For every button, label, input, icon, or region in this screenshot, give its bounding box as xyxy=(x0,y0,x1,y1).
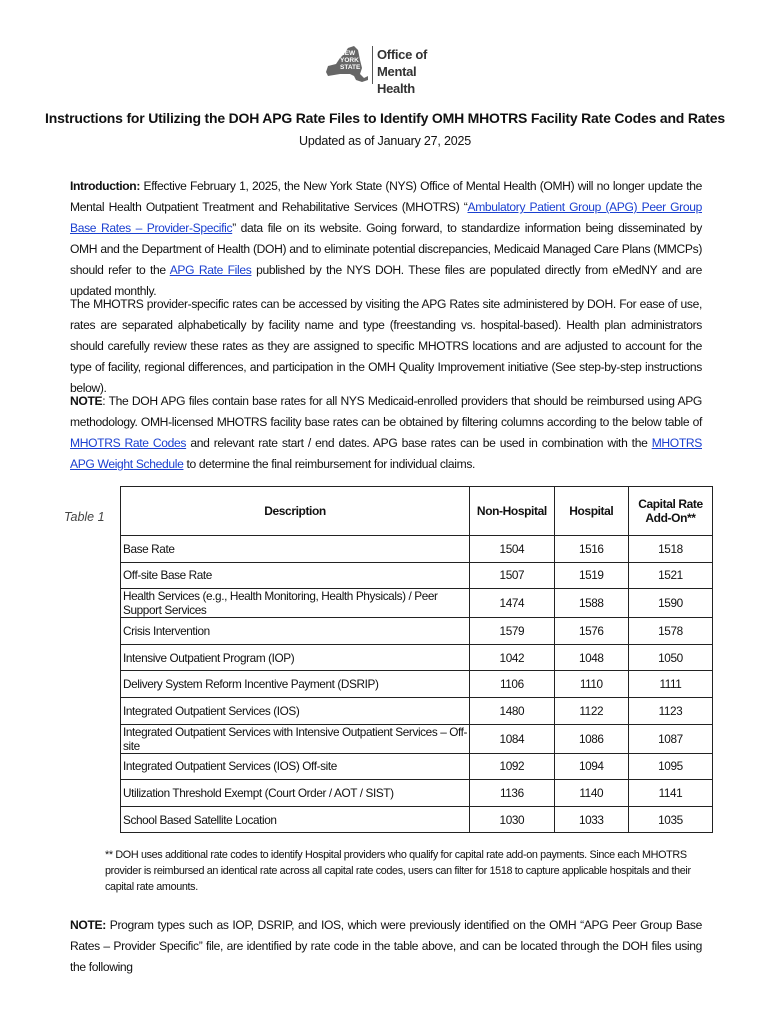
cell-non-hospital: 1042 xyxy=(470,644,555,671)
cell-hospital: 1048 xyxy=(554,644,628,671)
cell-capital-rate: 1035 xyxy=(628,806,712,833)
cell-non-hospital: 1106 xyxy=(470,671,555,698)
cell-non-hospital: 1092 xyxy=(470,753,555,780)
rates-access-paragraph: The MHOTRS provider-specific rates can be accessed by visiting the APG Rates site administered by DOH. For ease of use, rates are separated alphabetically by facility name and type (freestanding vs. hospital-based). Health plan administrators should carefully review these rates as they are assigned to specific MHOTRS locations and are adjusted to account for the type of facility, regional differences, and participation in the OMH Quality Improvement initiative (See step-by-step instructions below). xyxy=(70,297,702,395)
cell-non-hospital: 1030 xyxy=(470,806,555,833)
table-row xyxy=(121,780,713,807)
table-body xyxy=(121,536,713,833)
cell-description: School Based Satellite Location xyxy=(121,806,470,833)
document-title: Instructions for Utilizing the DOH APG Rate Files to Identify OMH MHOTRS Facility Rate Codes and Rates xyxy=(45,110,725,126)
note-label: NOTE xyxy=(70,394,103,408)
table-row xyxy=(121,644,713,671)
header-capital-rate: Capital Rate Add-On** xyxy=(628,487,712,536)
table-row xyxy=(121,724,713,753)
cell-hospital: 1122 xyxy=(554,697,628,724)
cell-hospital: 1110 xyxy=(554,671,628,698)
table-label: Table 1 xyxy=(64,510,105,524)
table-header-row xyxy=(121,487,713,536)
cell-description: Integrated Outpatient Services with Intensive Outpatient Services – Off-site xyxy=(121,724,470,753)
document-updated-date: Updated as of January 27, 2025 xyxy=(299,134,471,148)
note-text-2: and relevant rate start / end dates. APG base rates can be used in combination with the xyxy=(186,436,652,450)
cell-non-hospital: 1480 xyxy=(470,697,555,724)
cell-description: Intensive Outpatient Program (IOP) xyxy=(121,644,470,671)
mhotrs-rate-codes-link[interactable]: MHOTRS Rate Codes xyxy=(70,436,187,450)
cell-capital-rate: 1518 xyxy=(628,536,712,563)
apg-peer-group-link[interactable]: Ambulatory Patient Group (APG) Peer Group Base Rates – Provider-Specific xyxy=(70,200,702,235)
cell-hospital: 1519 xyxy=(554,562,628,589)
cell-description: Health Services (e.g., Health Monitoring, Health Physicals) / Peer Support Services xyxy=(121,589,470,618)
note-text-3: to determine the final reimbursement for individual claims. xyxy=(183,457,476,471)
cell-capital-rate: 1050 xyxy=(628,644,712,671)
mhotrs-apg-weight-schedule-link[interactable]: MHOTRS APG Weight Schedule xyxy=(70,436,702,471)
note-program-types-paragraph xyxy=(70,915,702,978)
cell-non-hospital: 1136 xyxy=(470,780,555,807)
omh-logo xyxy=(322,40,452,96)
cell-non-hospital: 1507 xyxy=(470,562,555,589)
header-description: Description xyxy=(121,487,470,536)
logo-state-text: NEW YORK STATE xyxy=(340,50,361,71)
cell-capital-rate: 1087 xyxy=(628,724,712,753)
table-row xyxy=(121,671,713,698)
cell-capital-rate: 1095 xyxy=(628,753,712,780)
table-row xyxy=(121,806,713,833)
header-hospital: Hospital xyxy=(554,487,628,536)
cell-capital-rate: 1590 xyxy=(628,589,712,618)
cell-capital-rate: 1521 xyxy=(628,562,712,589)
cell-description: Crisis Intervention xyxy=(121,618,470,645)
cell-hospital: 1588 xyxy=(554,589,628,618)
cell-hospital: 1140 xyxy=(554,780,628,807)
cell-hospital: 1033 xyxy=(554,806,628,833)
cell-capital-rate: 1123 xyxy=(628,697,712,724)
cell-hospital: 1516 xyxy=(554,536,628,563)
table-row xyxy=(121,589,713,618)
note-paragraph xyxy=(70,391,702,475)
table-row xyxy=(121,562,713,589)
intro-label: Introduction: xyxy=(70,179,141,193)
table-row xyxy=(121,536,713,563)
note2-label: NOTE: xyxy=(70,918,106,932)
cell-non-hospital: 1084 xyxy=(470,724,555,753)
logo-line2: Mental Health xyxy=(377,64,417,96)
intro-text-2: ” data file on its website. Going forward, to standardize information being disseminated by OMH and the Department of Health (DOH) and to eliminate potential discrepancies, Medicaid Managed Care Plans (MMCPs) should refer to the xyxy=(70,221,702,277)
table-footnote: ** DOH uses additional rate codes to identify Hospital providers who qualify for capital rate add-on payments. Since each MHOTRS provider is reimbursed an identical rate across all capital rate codes, users can filter for 1518 to capture applicable hospitals and their capital rate amounts. xyxy=(105,849,691,893)
cell-non-hospital: 1579 xyxy=(470,618,555,645)
cell-description: Base Rate xyxy=(121,536,470,563)
cell-description: Integrated Outpatient Services (IOS) xyxy=(121,697,470,724)
cell-capital-rate: 1111 xyxy=(628,671,712,698)
cell-description: Utilization Threshold Exempt (Court Order / AOT / SIST) xyxy=(121,780,470,807)
logo-divider xyxy=(372,46,373,84)
intro-text-3: published by the NYS DOH. These files are populated directly from eMedNY and are updated monthly. xyxy=(70,263,702,298)
logo-office-name xyxy=(377,46,452,97)
intro-text-1: Effective February 1, 2025, the New York State (NYS) Office of Mental Health (OMH) will no longer update the Mental Health Outpatient Treatment and Rehabilitative Services (MHOTRS) “ xyxy=(70,179,702,214)
cell-non-hospital: 1474 xyxy=(470,589,555,618)
cell-non-hospital: 1504 xyxy=(470,536,555,563)
logo-line1: Office of xyxy=(377,47,428,62)
table-row xyxy=(121,697,713,724)
apg-rate-files-link[interactable]: APG Rate Files xyxy=(169,263,252,277)
cell-description: Integrated Outpatient Services (IOS) Off-site xyxy=(121,753,470,780)
cell-hospital: 1576 xyxy=(554,618,628,645)
header-non-hospital: Non-Hospital xyxy=(470,487,555,536)
introduction-paragraph xyxy=(70,176,702,302)
cell-description: Off-site Base Rate xyxy=(121,562,470,589)
cell-description: Delivery System Reform Incentive Payment (DSRIP) xyxy=(121,671,470,698)
cell-hospital: 1094 xyxy=(554,753,628,780)
rate-codes-table xyxy=(120,486,713,833)
note-text-1: : The DOH APG files contain base rates for all NYS Medicaid-enrolled providers that should be reimbursed using APG methodology. OMH-licensed MHOTRS facility base rates can be obtained by filtering columns according to the below table of xyxy=(70,394,702,429)
table-row xyxy=(121,618,713,645)
note2-text: Program types such as IOP, DSRIP, and IOS, which were previously identified on the OMH “APG Peer Group Base Rates – Provider Specific” file, are identified by rate code in the table above, and can be located through the DOH files using the following xyxy=(70,918,702,974)
cell-capital-rate: 1141 xyxy=(628,780,712,807)
table-row xyxy=(121,753,713,780)
cell-capital-rate: 1578 xyxy=(628,618,712,645)
cell-hospital: 1086 xyxy=(554,724,628,753)
